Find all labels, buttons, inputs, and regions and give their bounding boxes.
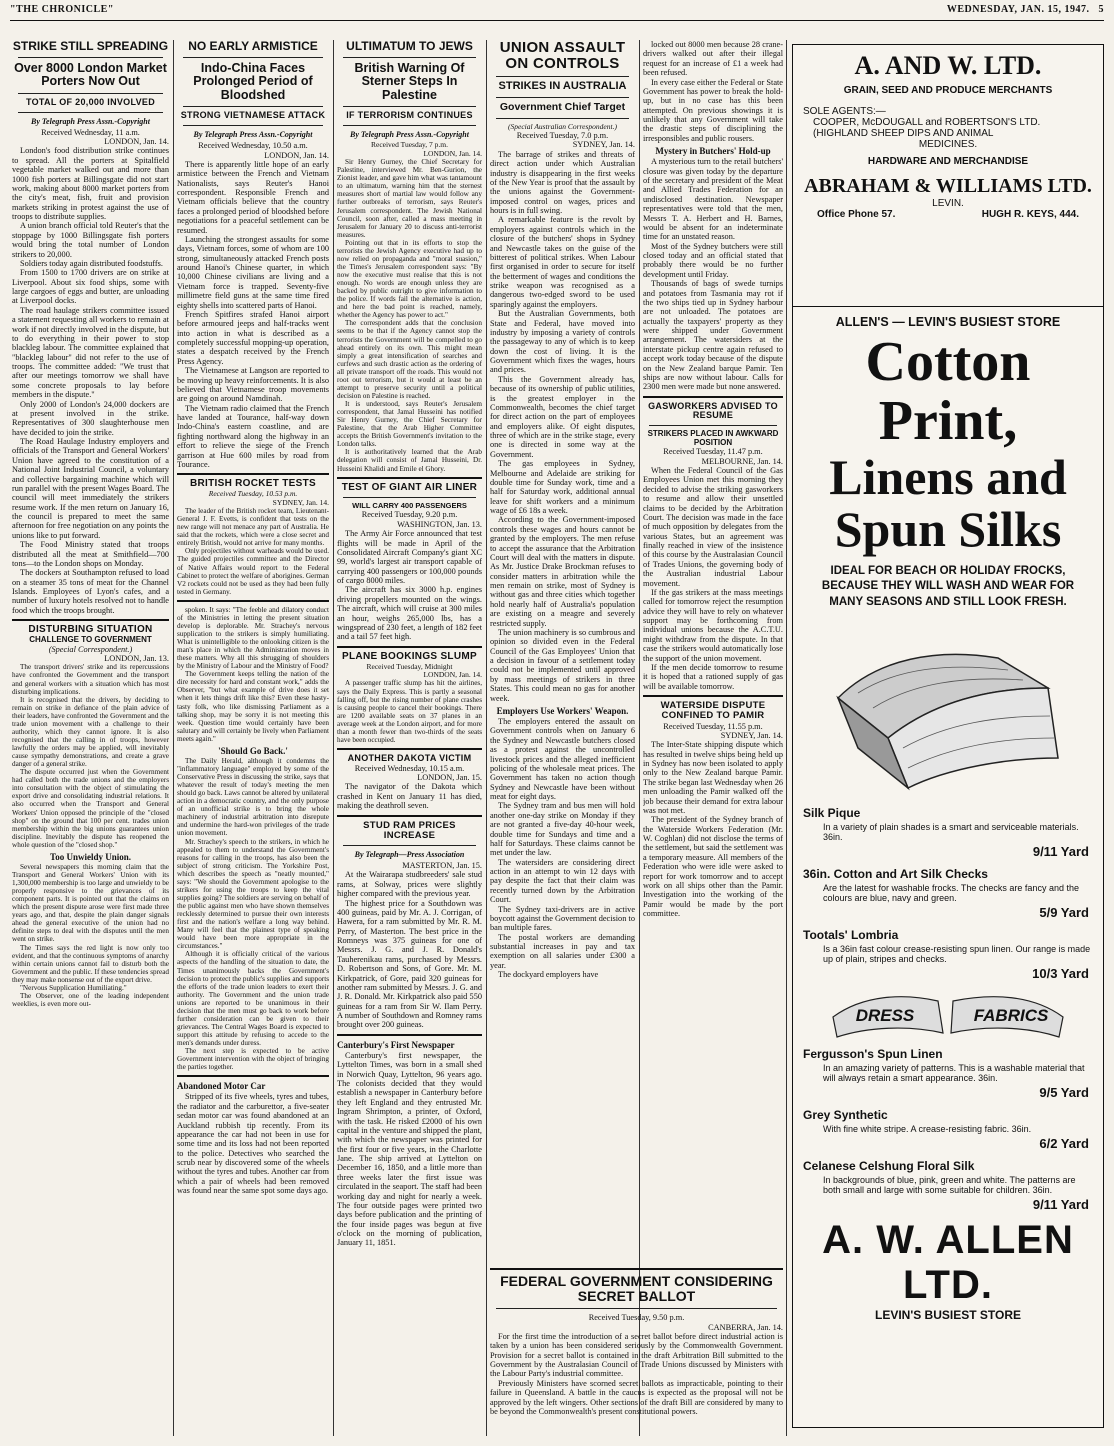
article-body [12,663,169,1008]
paragraph: At the Wairarapa studbreeders' sale stud rams, at Solway, prices were slightly higher compared with the previous year. [337,870,482,899]
paragraph: The Times says the red light is now only too evident, and that the continuous symptoms of anarchy within certain unions cannot fail to disturb both the Government and the public. If these tendencies spread they may make nonsense out of the export drive. [12,943,169,984]
paragraph: French Spitfires strafed Hanoi airport before armoured jeeps and half-tracks went into action in what is described as a completely successful mopping-up operation, states a despatch received by the French Press Agency. [177,309,329,366]
article-body [490,150,635,980]
paragraph: The transport drivers' strike and its repercussions have confronted the Government and the transport and general workers with a situation which has most disturbing implications. [12,663,169,696]
paragraph: In every case either the Federal or State Government has power to break the hold-up, but in no case has this been attempted. On previous showings it is unlikely that any Government will take the drastic steps of disciplining the irresponsibles and public rousers. [643,77,783,143]
ad-aw-agents-line: (HIGHLAND SHEEP DIPS AND ANIMAL [813,128,994,139]
ad-aw-contact [803,209,1093,220]
headline-dakota: ANOTHER DAKOTA VICTIM [347,752,472,763]
paragraph: Only projectiles without warheads would be used. The guided projectiles committee and the Director of Native Affairs would report to the Federal Cabinet to protect the welfare of aborigines. German V2 rockets could not be used as they had been fully tested in Germany. [177,547,329,596]
column-palestine [337,40,482,1440]
paragraph: The dispute occurred just when the Government had called both the trade unions and the employers into consultation with the object of stimulating the export drive and consolidating industrial relations. It also occurred when the Transport and General Workers' Union opposed the principle of the "closed shop" on the ground that 100 per cent. trades union membership within the big unions guarantees union discipline. Inevitably the dispute has reopened the whole question of the "closed shop." [12,768,169,849]
divider [183,125,323,126]
paragraph: It is recognised that the drivers, by deciding to remain on strike in defiance of the plain advice of their leaders, have confronted the Government and the trade union movement with a challenge to their authority, which they cannot ignore. It is also recognised that the calling in of troops, however lawfully the orders may be applied, will inevitably cause sympathy demonstrations, and create a grave danger of a general strike. [12,695,169,769]
paragraph: The union machinery is so cumbrous and opinion so divided even in the Federal Council of the Gas Employees' Union that a decision in favour of a settlement today could not be implemented until approved by mass meetings of strikers in three States. This could mean no gas for another week. [490,627,635,703]
product-description: In a variety of plain shades is a smart and serviceable materials. 36in. [823,822,1079,843]
paragraph: "Nervous Supplication Humiliating." [20,983,127,992]
place-date: SYDNEY, Jan. 14. [272,497,329,507]
ad-allen-tagline: IDEAL FOR BEACH OR HOLIDAY FROCKS, BECAUSE THEY WILL WASH AND WEAR FOR MANY SEASONS AND STILL LOOK FRESH. [821,564,1075,608]
place-date: LONDON, Jan. 15. [417,773,482,783]
place-date: LONDON, Jan. 14. [423,148,482,158]
subheading: Employers Use Workers' Weapon. [496,705,629,716]
ad-allen-big-silks: Spun Silks [834,501,1062,558]
received-time: Received Tuesday, 9.50 p.m. [588,1313,685,1323]
product-name: Silk Pique [803,806,861,821]
ad-aw-manager: HUGH R. KEYS, 444. [981,209,1079,220]
received-time: Received Tuesday, 7 p.m. [370,140,448,150]
advertisement-allens [792,306,1104,1428]
paragraph: The Inter-State shipping dispute which has resulted in twelve ships being held up in Sydney has now been isolated to apply only to the New Zealand barque Pamir. The strike began last Wednesday when 26 men unloading the Pamir walked off the job because their demand for extra labour was not met. [643,740,783,815]
place-date: LONDON, Jan. 14. [423,669,482,679]
deck-total: TOTAL OF 20,000 INVOLVED [25,96,156,107]
received-time: Received Tuesday, 7.0 p.m. [516,131,609,141]
product-price: 6/2 Yard [1039,1136,1089,1152]
masthead-date-text: WEDNESDAY, JAN. 15, 1947. [946,4,1090,15]
divider [343,57,476,58]
article-body [337,1051,482,1248]
divider [183,57,323,58]
paragraph: A remarkable feature is the revolt by employers against controls which in the closure of the butchers' shops in Sydney and Newcastle takes on the guise of the bitterest of political strikes. When Labour first organised in order to secure for itself the betterment of wages and conditions the strike weapon was recognised as a dangerous two-edged sword to be used sparingly against the employers. [490,215,635,309]
byline: By Telegraph Press Assn.-Copyright [350,130,469,140]
column-indochina [177,40,329,1440]
received-time: Received Wednesday, 11 a.m. [41,127,140,137]
paragraph: The Daily Herald, although it condemns the "inflammatory language" employed by some of the Conservative Press in discussing the strike, says that whatever the result of today's meeting the men should go back. Laws cannot be altered by unilateral action in a democratic country, and the only purpose of an unofficial strike is to bring the whole machinery of industrial arbitration into disrepute and undermine the hard-won privileges of the trade union movement. [177,756,329,838]
paragraph: Stripped of its five wheels, tyres and tubes, the radiator and the carburettor, a five-seater sedan motor car was found abandoned at an Auckland rubbish tip recently. From its appearance the car had not been in use for some time and its loss had not been reported to the police. Detectives who searched the scrub near by discovered some of the wheels without the tyres and tubes. Another car from which a pair of wheels had been removed was found near the same spot some days ago. [177,1092,329,1196]
ad-aw-agents-line: COOPER, McDOUGALL and ROBERTSON'S LTD. [813,117,1041,128]
dress-fabrics-banner [823,987,1073,1039]
paragraph: But the Australian Governments, both State and Federal, have moved into industry by imposing a variety of controls the passageway to any of which is to keep down the cost of living. It is the Government which fixes the wages, hours and prices. [490,309,635,375]
paragraph: The leader of the British rocket team, Lieutenant-General J. F. Evetts, is confident that tests on the new range will not menace any part of Australia. He said that the rockets, which were a close secret and entirely British, would not arrive for many months. [177,507,329,548]
article-body [12,146,169,615]
product-description: Is a 36in fast colour crease-resisting spun linen. Our range is made up of plain, stripes and checks. [823,944,1091,965]
paragraph: The gas employees in Sydney, Melbourne and Adelaide are striking for double time for Sunday work, time and a half for Saturday work, additional annual leave for shift workers and a minimum wage of £6 18s a week. [490,459,635,516]
headline-plane-bookings: PLANE BOOKINGS SLUMP [342,650,477,662]
paragraph: locked out 8000 men because 28 crane-drivers walked out after their illegal request for an increase of £1 a week had been refused. [643,40,783,78]
deck-passengers: WILL CARRY 400 PASSENGERS [352,501,467,511]
deck-terrorism: IF TERRORISM CONTINUES [346,110,473,121]
paragraph: The highest price for a Southdown was 400 guineas, paid by Mr. A. J. Corrigan, of Hawera, for a ram submitted by Mr. R. M. Perry, of Masterton. The best price in the Romneys was 375 guineas for one of Messrs. J. G. and J. R. Donald's Tauherenikau rams, purchased by Messrs. D. Robertson and Sons, of Gore. Mr. M. Kirkpatrick, of Gore, paid 320 guineas for another ram submitted by Messrs. J. G. and J. R. Donald. Mr. Kirkpatrick also paid 550 guineas for a ram from Sir W. Ilam Perry. A number of Southdown and Romney rams brought over 200 guineas. [337,898,482,1030]
subheadline-indochina: Indo-China Faces Prolonged Period of Bloodshed [193,60,313,102]
headline-ultimatum: ULTIMATUM TO JEWS [346,40,473,53]
article-body [643,466,783,691]
paragraph: It is understood, says Reuter's Jerusalem correspondent, that Jamal Husseini has notified Sir Henry Gurney, the Chief Secretary for Palestine, that the Arab Higher Committee accepts the British Government's invitation to the London talks. [337,400,482,449]
product-price: 9/11 Yard [1032,1197,1089,1213]
deck-government-target: Government Chief Target [499,101,626,114]
deck-strikes-australia: STRIKES IN AUSTRALIA [498,80,627,93]
paragraph: The Observer, one of the leading independent weeklies, is even more out- [12,991,169,1008]
article-body [177,1092,329,1195]
divider [643,396,783,398]
ad-aw-agents-label: SOLE AGENTS:— [803,106,886,117]
paragraph: The president of the Sydney branch of the Waterside Workers Federation (Mr. W. Coghlan) did not disclose the terms of the settlement, but said the settlement was a temporary measure. All members of the Federation who were idle were asked to report for work tomorrow and to accept work on all ships other than the Pamir. Investigation into the working of the Pamir would be made by the port committee. [643,815,783,919]
paragraph: Mr. Strachey's speech to the strikers, in which he appealed to them to understand the Government's reasons for calling in the troops, has also been the subject of strong criticism. The Yorkshire Post, which describes the speech as "neatly mounted," says: "We should the Government apologise to the strikers for using the troops to keep the vital supplies going? The soldiers are serving on behalf of the public against men who have shown themselves recklessly determined to pursue their own interests first and the nation's welfare a long way behind. Many will feel that the plainest type of speaking would have been more appropriate in the circumstances." [177,837,329,951]
column-rule [786,40,787,1436]
product-description: Are the latest for washable frocks. The checks are fancy and the colours are blue, navy and green. [823,883,1079,904]
fabric-roll-illustration [818,618,1078,798]
paragraph: Only 2000 of London's 24,000 dockers are at present involved in the strike. Representatives of 300 slaughterhouse men have decided to join the strike. [12,399,169,437]
ad-aw-title: A. AND W. LTD. [854,51,1042,80]
subheading: Canterbury's First Newspaper [337,1039,455,1050]
masthead-paper-name: "THE CHRONICLE" [10,4,114,15]
paragraph: The dockers at Southampton refused to load on a steamer 35 tons of meat for the Channel Islands. Employees of Lyon's cafes, and a number of luxury hotels resolved not to handle food which the troops brought. [12,568,169,615]
paragraph: Several newspapers this morning claim that the Transport and General Workers' Union with its 1,300,000 membership is too large and unwieldy to be properly responsive to the grievances of its component parts. It is pointed out that the claims on which the present dispute arose were first made three years ago, and that, despite the plain danger signals ahead the general executive of the union had no definite steps to deal with the disputes until the men went on strike. [12,862,169,944]
subheading: 'Should Go Back.' [218,745,288,756]
paragraph: Pointing out that in its efforts to stop the terrorists the Jewish Agency executive had up to now relied on propaganda and "moral suasion," the Times's Jerusalem correspondent says: "By now the executive must realise that this is not enough. No words are enough unless they are backed by public outright to give information to the police. If words fail the alternative is action, and here the bad point is reached, namely, whether the Agency has power to act." [337,238,482,320]
divider [643,695,783,697]
place-date: LONDON, Jan. 13. [104,654,169,663]
column-rule [486,40,487,1436]
paragraph: The postal workers are demanding substantial increases in pay and tax exemption on all salaries under £300 a year. [490,932,635,970]
paragraph: It is authoritatively learned that the Arab delegation will consist of Jamal Husseini, Dr. Husseini Khalidi and Emile el Ghory. [337,448,482,473]
ad-allen-footer-company: A. W. ALLEN LTD. [822,1218,1074,1308]
divider [183,106,323,107]
product-name: Fergusson's Spun Linen [803,1047,943,1062]
correspondent: (Special Australian Correspondent.) [508,121,617,131]
advertisement-aw [792,44,1104,314]
byline: By Telegraph—Press Association [354,850,465,860]
column-strike [12,40,169,1440]
article-body [337,679,482,744]
paragraph: If the men decide tomorrow to resume it is hoped that a rationed supply of gas will be available tomorrow. [643,662,783,691]
divider [496,118,629,119]
divider [177,1075,329,1077]
product-price: 10/3 Yard [1032,966,1089,982]
paragraph: Thousands of bags of swede turnips and potatoes from Tasmania may rot if the two ships tied up in Sydney harbour are not unloaded. The potatoes are actually the taxpayers' property as they were shipped under Government arrangement. The watersiders at the interstate pickup centre again refused to accept work today because of the dispute on the New Zealand barque Pamir. Ten ships are now without labour. Calls for 2300 men were made but none answered. [643,279,783,392]
headline-waterside: WATERSIDE DISPUTE CONFINED TO PAMIR [660,700,766,722]
paragraph: The barrage of strikes and threats of direct action under which Australian industry is disappearing in the first weeks of the New Year is proof that the assault by the unions against the Government-imposed control on wages, prices and hours is in full swing. [490,149,635,216]
subheading: Abandoned Motor Car [177,1081,266,1092]
paragraph: The Sydney tram and bus men will hold another one-day strike on Monday if they are not granted a five-day 40-hour week, double time for Sundays and time and a half for Saturdays. These claims cannot be met under the law. [490,801,635,858]
column-rule [639,40,640,1436]
divider [337,815,482,817]
place-date: WASHINGTON, Jan. 13. [397,519,482,529]
divider [337,646,482,648]
paragraph: Canterbury's first newspaper, the Lyttelton Times, was born in a small shed in Norwich Quay, Lyttelton, 96 years ago. The colonists decided that they would establish a newspaper in Canterbury before they left England and they entrusted Mr. Ingram Shrimpton, a printer, of Oxford, with the task. He risked £2000 of his own capital in the venture and shipped the plant, with which the newspaper was printed for the first four or five years, in the Charlotte Jane. The ship arrived at Lyttelton on December 16, 1850, and a little more than three weeks later the first issue was circulated in the seaport. The staff had been working day and night for nearly a week. The four outside pages were printed two days before publication and the printing of the four inside pages was begun at five o'clock on the morning of publication, January 11, 1851. [337,1050,482,1248]
paragraph: According to the Government-imposed controls these wages and hours cannot be granted by the employers. The men refuse to accept the assurance that the Arbitration Court will deal with the matters in dispute. As Mr. Justice Drake Brockman refuses to consider matters in arbitration while the men remain on strike, most of Sydney is without gas and three cities which together hold nearly half of Australia's population are existing on a meagre and severely restricted supply. [490,515,635,628]
subheadline-porters: Over 8000 London Market Porters Now Out [14,60,167,89]
product-price: 9/11 Yard [1032,844,1089,860]
ad-allen-footer-tagline: LEVIN'S BUSIEST STORE [875,1308,1021,1323]
article-body [177,507,329,1071]
paragraph: The Sydney taxi-drivers are in active boycott against the Government decision to ban multiple fares. [490,904,635,933]
divider [177,600,329,602]
article-body [337,782,482,810]
ad-aw-company: ABRAHAM & WILLIAMS LTD. [804,175,1092,197]
received-time: Received Tuesday, 10.53 p.m. [208,489,298,499]
paragraph: If the gas strikers at the mass meetings called for tomorrow reject the resumption advice they will have to rely on whatever support may be forthcoming from individual unions because the A.C.T.U. might withdraw from the dispute. In that case the strikers would automatically lose the support of the union movement. [643,587,783,663]
headline-union-assault: UNION ASSAULT ON CONTROLS [499,40,626,73]
paragraph: The correspondent adds that the conclusion seems to be that if the Agency cannot stop the terrorists the Government will be compelled to go ahead entirely on its own. This might mean simply a great intensification of searches and curfews and such drastic action as the ordering of all private transport off the roads. This would not root out terrorism, but it would at least be an attempt to preserve security until a political decision on Palestine is reached. [337,319,482,400]
received-time: Received Tuesday, Midnight [366,661,453,671]
divider [18,112,163,113]
paragraph: spoken. It says: "The feeble and dilatory conduct of the Ministries in letting the present situation develop is deplorable. Mr. Strachey's nervous supplication to the strikers is simply humiliating. What is unintelligible to the onlooking citizen is the man's place in which the Administration moves in these matters. Why all this shrugging of shoulders by the Ministry of Labour and the Ministry of Food? [177,605,329,671]
subheading: Too Unwieldy Union. [50,851,131,862]
headline-armistice: NO EARLY ARMISTICE [188,40,318,53]
divider [343,845,476,846]
divider [337,1034,482,1036]
paragraph: A union branch official told Reuter's that the stoppage by 1000 Billingsgate fish porters would bring the total number of London strikers to 20,000. [12,221,169,259]
product-description: With fine white stripe. A crease-resisting fabric. 36in. [823,1124,1032,1135]
paragraph: The watersiders are considering direct action in an attempt to win 12 days with pay despite the fact that their claim was recently turned down by the Arbitration Court. [490,857,635,905]
product-description: In backgrounds of blue, pink, green and white. The patterns are both small and large with some suitable for children. 36in. [823,1175,1076,1196]
masthead [10,4,1104,21]
paragraph: Most of the Sydney butchers were still closed today and an official stated that probably there would be no further development until Friday. [643,241,783,279]
divider [649,425,777,426]
paragraph: The Government keeps telling the nation of the dire necessity for hard and constant work," adds the Observer, "but what example of drive does it set when it lets things drift like this? Even these hasty-tasty folk, who like dismissing Parliament as a talking shop, may be sorry it is not meeting this week. Question time would certainly have been salutary and will certainly be lively when Parliament meets again." [177,670,329,743]
divider [496,76,629,77]
divider [18,93,163,94]
paragraph: Although it is officially critical of the various aspects of the handling of the situation to date, the Times unanimously backs the Government's decision to protect the public's supplies and supports the efforts of the trade union leaders to exert their authority. The Government and the union trade unions are reported to be unanimous in their decision that the men must go back to work before further consideration can be given to their grievances. The Central Wages Board is expected to support this attitude by refusing to accede to the men's demands under duress. [177,950,329,1048]
masthead-date [947,4,1104,20]
place-date: SYDNEY, Jan. 14. [572,140,635,150]
ad-allen-header: ALLEN'S — LEVIN'S BUSIEST STORE [835,315,1061,329]
paragraph: The Food Ministry stated that troops distributed all the meat at Smithfield—700 tons—to the London shops on Monday. [12,540,169,568]
column-rule [173,40,174,1436]
article-body [337,158,482,472]
paragraph: There is apparently little hope of an early armistice between the French and Vietnam Nationalists, says Reuter's Hanoi correspondent. Responsible French and Vietnam officials believe that the country faces a prolonged period of bloodshed before negotiations for a peaceful settlement can be resumed. [177,159,329,235]
divider [496,1308,777,1309]
paragraph: Sir Henry Gurney, the Chief Secretary for Palestine, interviewed Mr. Ben-Gurion, the Zionist leader, and gave him what was tantamount to an ultimatum, warning him that the sternest measures short of martial law would follow any further outbreaks of terrorism, says Reuter's Jerusalem correspondent. The Jewish National Council, soon after, called a mass meeting in Jerusalem for January 20 to discuss anti-terrorist measures. [337,158,482,239]
byline: By Telegraph Press Assn.-Copyright [31,116,150,126]
fabrics-label: FABRICS [973,1006,1049,1026]
column-gasworkers [643,40,783,1065]
ad-allen-big-linens: Linens and [829,448,1067,505]
product-name: 36in. Cotton and Art Silk Checks [803,867,988,882]
received-time: Received Tuesday, 9.20 p.m. [361,510,458,520]
place-date: MASTERTON, Jan. 15. [402,861,482,871]
divider [343,497,476,498]
ad-aw-phone: Office Phone 57. [817,209,896,220]
deck-challenge: CHALLENGE TO GOVERNMENT [29,635,152,644]
paragraph: The dockyard employers have [498,970,599,980]
paragraph: London's food distribution strike continues to spread. All the porters at Spitalfield vegetable market walked out and more than 1000 fish porters at Billingsgate did not start work, making about 8000 market porters from the city's meat, fish, fruit and provision markets striking in protest against the use of troops to distribute supplies. [12,146,169,222]
received-time: Received Wednesday, 10.50 a.m. [198,141,308,151]
divider [343,106,476,107]
ad-aw-subtitle: GRAIN, SEED AND PRODUCE MERCHANTS [843,85,1053,96]
paragraph: The navigator of the Dakota which crashed in Kent on January 11 has died, making the deathroll seven. [337,782,482,811]
paragraph: The Army Air Force announced that test flights will be made in April of the Consolidated Aircraft Company's giant XC 99, world's largest air transport capable of carrying 400 passengers or 100,000 pounds of cargo 8000 miles. [337,529,482,586]
paragraph: The Vietnamese at Langson are reported to be moving up heavy reinforcements. It is also believed that Vietnamese troop movements are going on around Namdinah. [177,366,329,404]
product-name: Tootals' Lombria [803,928,899,943]
headline-strike: STRIKE STILL SPREADING [12,40,169,53]
place-date: MELBOURNE, Jan. 14. [701,456,783,466]
headline-disturbing: DISTURBING SITUATION [28,624,153,636]
product-name: Grey Synthetic [803,1108,888,1123]
place-date: CANBERRA, Jan. 14. [708,1322,783,1332]
divider [18,57,163,58]
article-body [643,40,783,392]
place-date: SYDNEY, Jan. 14. [720,730,783,740]
subheadline-palestine: British Warning Of Sterner Steps In Palestine [354,60,465,102]
column-union-controls [490,40,635,1065]
paragraph: The Vietnam radio claimed that the French have landed at Tourance, half-way down Indo-China's eastern coastline, and are fighting northward along the highway in an effort to relieve the siege of the French garrison at Hue 600 miles by road from Tourance. [177,403,329,469]
subheading: Mystery in Butchers' Hold-up [655,146,771,157]
article-secret-ballot [490,1268,783,1444]
received-time: Received Tuesday, 11.47 p.m. [663,447,763,457]
article-body [337,529,482,642]
paragraph: This the Government already has, because of its ownership of public utilities, is the greatest employer in the Commonwealth, becomes the chief target for direct action on the part of employees and employers alike. Of eight disputes, three of which are in the strike stage, every one is directed in some way at the Government. [490,374,635,459]
divider [177,473,329,475]
ad-allen-big-print: Print, [878,389,1018,452]
headline-secret-ballot: FEDERAL GOVERNMENT CONSIDERING SECRET BALLOT [500,1273,773,1305]
paragraph: Launching the strongest assaults for some days, Vietnam forces, some of whom are 100 strong, simultaneously attacked French posts around Hanoi's Chinese quarter, in which 10,000 Chinese civilians are living and a Vietnam force is trapped. Seventy-five millimetre field guns at the same time fired eighty shells into scattered parts of Hanoi. [177,234,329,310]
byline: By Telegraph Press Assn.-Copyright [193,130,313,140]
product-name: Celanese Celshung Floral Silk [803,1159,975,1174]
ad-allen-big-cotton: Cotton [865,331,1031,393]
paragraph: From 1500 to 1700 drivers are on strike at Liverpool. About six food ships, some with large cargoes of eggs and butter, are unloading at Liverpool docks. [12,268,169,306]
ad-aw-town: LEVIN. [932,198,964,209]
headline-stud-ram: STUD RAM PRICES INCREASE [363,819,456,841]
headline-gasworkers: GASWORKERS ADVISED TO RESUME [648,400,778,421]
received-time: Received Wednesday, 10.15 a.m. [354,763,465,773]
product-price: 5/9 Yard [1039,905,1089,921]
dress-label: DRESS [855,1006,915,1026]
headline-air-liner: TEST OF GIANT AIR LINER [341,481,478,493]
divider [337,477,482,479]
article-body [643,740,783,918]
column-rule [333,40,334,1436]
page-number: 5 [1098,4,1104,15]
paragraph: Previously Ministers have scorned secret ballots as impracticable, pointing to their failure in Queensland. A battle in the caucus is expected as the proposal will not be approved by the left wingers. Other sections of the draft Bill are considered by many to be beyond the Commonwealth's present constitutional powers. [490,1378,783,1416]
divider [337,748,482,750]
divider [12,619,169,621]
product-price: 9/5 Yard [1039,1085,1089,1101]
product-description: In an amazing variety of patterns. This is a washable material that will always retain a smart appearance. 36in. [823,1063,1085,1084]
headline-rocket: BRITISH ROCKET TESTS [189,478,316,490]
paragraph: The employers entered the assault on Government controls when on January 6 the Sydney and Newcastle butchers closed as a protest against the uncontrolled livestock prices and the alleged inefficient policing of the wholesale meat prices. The Government has taken no action though Sydney and Newcastle have been without meat for eight days. [490,717,635,802]
paragraph: When the Federal Council of the Gas Employees Union met this morning they decided to advise the striking gasworkers to resume and allow their unsettled claims to be decided by the Arbitration Court. The decision was made in the face of much opposition by delegates from the various States, but an agreement was finally reached in view of the insistence of this course by the Australasian Council of Trades Unions, the governing body of the Australian industrial Labour movement. [643,466,783,588]
paragraph: A mysterious turn to the retail butchers' closure was given today by the departure of the secretary and president of the Meat and Allied Trades Federation for an undisclosed destination. Newspaper representatives were told that the men, Messrs T. A. Herbert and H. Barnes, would be absent for an indeterminate time for an unstated reason. [643,157,783,242]
article-body [177,160,329,469]
ad-aw-agents-line: MEDICINES. [918,139,978,150]
paragraph: The aircraft has six 3000 h.p. engines driving propellers mounted on the wings. The aircraft, which will cruise at 300 miles an hour, weighs 265,000 lbs, has a wingspread of 230 feet, a length of 182 feet and a tail 57 feet high. [337,585,482,642]
correspondent: (Special Correspondent.) [48,644,133,654]
paragraph: The Road Haulage Industry employers and officials of the Transport and General Workers' Union have agreed to the constitution of a National Joint Industrial Council, a voluntary and collective bargaining machine which will run parallel with the present Wages Board. The council will meet immediately the strikers resume work. If the men return on January 16, the council is prepared to meet the same afternoon for free negotiation on any points the unions like to put forward. [12,437,169,540]
paragraph: Soldiers today again distributed foodstuffs. [20,258,163,268]
divider [343,125,476,126]
divider [496,97,629,98]
paragraph: A passenger traffic slump has hit the airlines, says the Daily Express. This is partly a seasonal falling off, but the rising number of plane crashes is causing people to cancel their bookings. There are 1200 available seats on 37 planes in an average week at the London airport, and for more than a month fewer than two-thirds of the seats have been occupied. [337,679,482,744]
received-time: Received Tuesday, 11.55 p.m. [663,721,763,731]
ad-aw-hardware: HARDWARE AND MERCHANDISE [867,156,1029,167]
paragraph: The next step is expected to be active Government intervention with the object of bringing the parties together. [177,1047,329,1072]
article-body [490,1332,783,1416]
place-date: LONDON, Jan. 14. [104,137,169,147]
article-body [337,870,482,1029]
paragraph: The road haulage strikers committee issued a statement requesting all workers to remain at work if not directly involved in the dispute, but to do everything in their power to stop blackleg labour. The committee explained that "blackleg labour" did not refer to the use of troops. The committee added: "We trust that after our meetings tomorrow we shall have some concrete proposals to lay before members in the dispute." [12,305,169,400]
paragraph: For the first time the introduction of a secret ballot before direct industrial action is taken by a union has been considered seriously by the Commonwealth Government. Provision for a secret ballot is contained in the draft Arbitration Bill submitted to the Government by the Australasian Council of Trade Unions discussed by Ministers with the Labour Party's industrial committee. [490,1331,783,1379]
deck-attack: STRONG VIETNAMESE ATTACK [180,110,326,121]
place-date: LONDON, Jan. 14. [264,150,329,160]
deck-strikers: STRIKERS PLACED IN AWKWARD POSITION [647,429,779,447]
